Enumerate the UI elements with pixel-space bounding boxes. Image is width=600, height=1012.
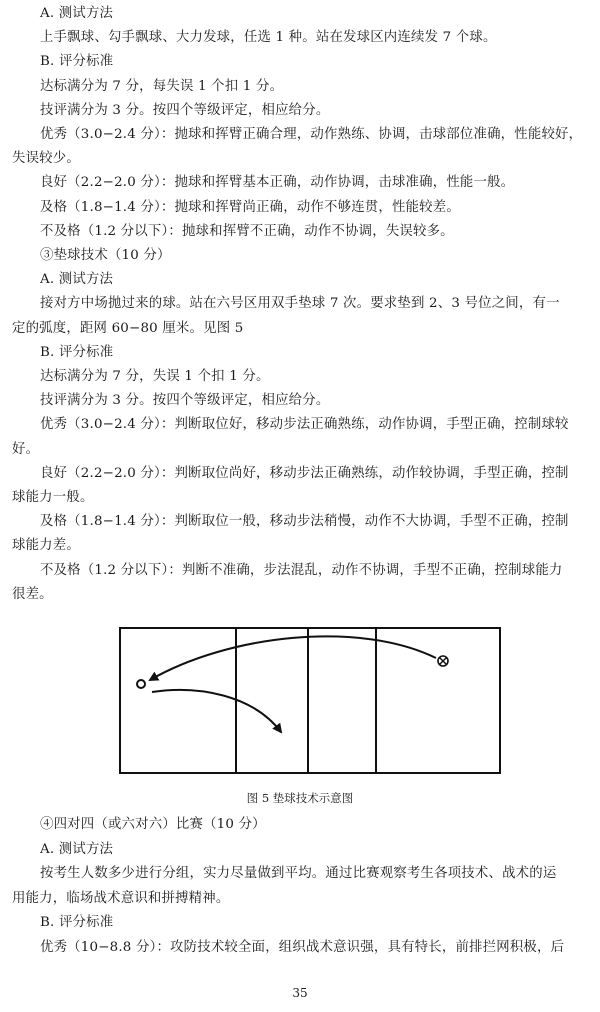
text-line: 及格（1.8−1.4 分）：判断取位一般，移动步法稍慢，动作不大协调，手型不正确，控制: [40, 514, 569, 530]
text-line: 球能力差。: [12, 538, 80, 554]
figure-caption: 图 5 垫球技术示意图: [246, 791, 354, 805]
text-line: ③垫球技术（10 分）: [40, 248, 171, 263]
text-line: 失误较少。: [12, 151, 80, 167]
text-line: 达标满分为 7 分，失误 1 个扣 1 分。: [40, 369, 270, 384]
player-marker: [137, 680, 145, 688]
court-outline: [120, 628, 500, 773]
text-line: B. 评分标准: [40, 344, 114, 360]
text-line: 不及格（1.2 分以下）：抛球和挥臂不正确，动作不协调，失误较多。: [40, 223, 454, 239]
text-line: B. 评分标准: [40, 915, 114, 931]
text-line: 技评满分为 3 分。按四个等级评定，相应给分。: [40, 393, 330, 409]
text-line: 达标满分为 7 分，每失误 1 个扣 1 分。: [40, 78, 284, 94]
text-line: 定的弧度，距网 60−80 厘米。见图 5: [12, 320, 244, 336]
text-line: 不及格（1.2 分以下）：判断不准确，步法混乱，动作不协调，手型不正确，控制球能力: [40, 562, 563, 578]
text-line: 球能力一般。: [12, 490, 94, 505]
text-line: 优秀（3.0−2.4 分）：抛球和挥臂正确合理，动作熟练、协调，击球部位准确，性能较好，: [40, 127, 583, 142]
text-line: 技评满分为 3 分。按四个等级评定，相应给分。: [40, 102, 330, 118]
text-line: 及格（1.8−1.4 分）：抛球和挥臂尚正确，动作不够连贯，性能较差。: [40, 199, 460, 215]
text-line: 按考生人数多少进行分组，实力尽量做到平均。通过比赛观察考生各项技术、战术的运: [40, 866, 557, 882]
text-line: 上手飘球、勾手飘球、大力发球，任选 1 种。站在发球区内连续发 7 个球。: [40, 30, 497, 46]
toss-trajectory-arrow: [150, 636, 436, 680]
text-line: A. 测试方法: [40, 272, 114, 288]
text-line: ④四对四（或六对六）比赛（10 分）: [40, 817, 266, 832]
text-line: A. 测试方法: [40, 841, 114, 857]
text-line: 好。: [12, 441, 40, 457]
text-line: 优秀（3.0−2.4 分）：判断取位好，移动步法正确熟练，动作协调，手型正确，控制球较: [40, 417, 569, 433]
text-line: 优秀（10−8.8 分）：攻防技术较全面，组织战术意识强，具有特长，前排拦网积极，后: [40, 940, 565, 955]
text-line: 用能力，临场战术意识和拼搏精神。: [12, 890, 230, 906]
text-line: A. 测试方法: [40, 6, 114, 21]
text-line: 接对方中场拋过来的球。站在六号区用双手垫球 7 次。要求垫到 2、3 号位之间，有一: [40, 296, 560, 312]
text-line: B. 评分标准: [40, 54, 114, 70]
pass-trajectory-arrow: [152, 690, 281, 732]
text-line: 良好（2.2−2.0 分）：抛球和挥臂基本正确，动作协调，击球准确，性能一般。: [40, 175, 515, 191]
text-line: 良好（2.2−2.0 分）：判断取位尚好，移动步法正确熟练，动作较协调，手型正确，控制: [40, 465, 569, 481]
court-diagram: [118, 625, 502, 777]
page-number: 35: [292, 986, 308, 1000]
text-line: 很差。: [12, 586, 53, 602]
tosser-marker: [438, 656, 448, 666]
